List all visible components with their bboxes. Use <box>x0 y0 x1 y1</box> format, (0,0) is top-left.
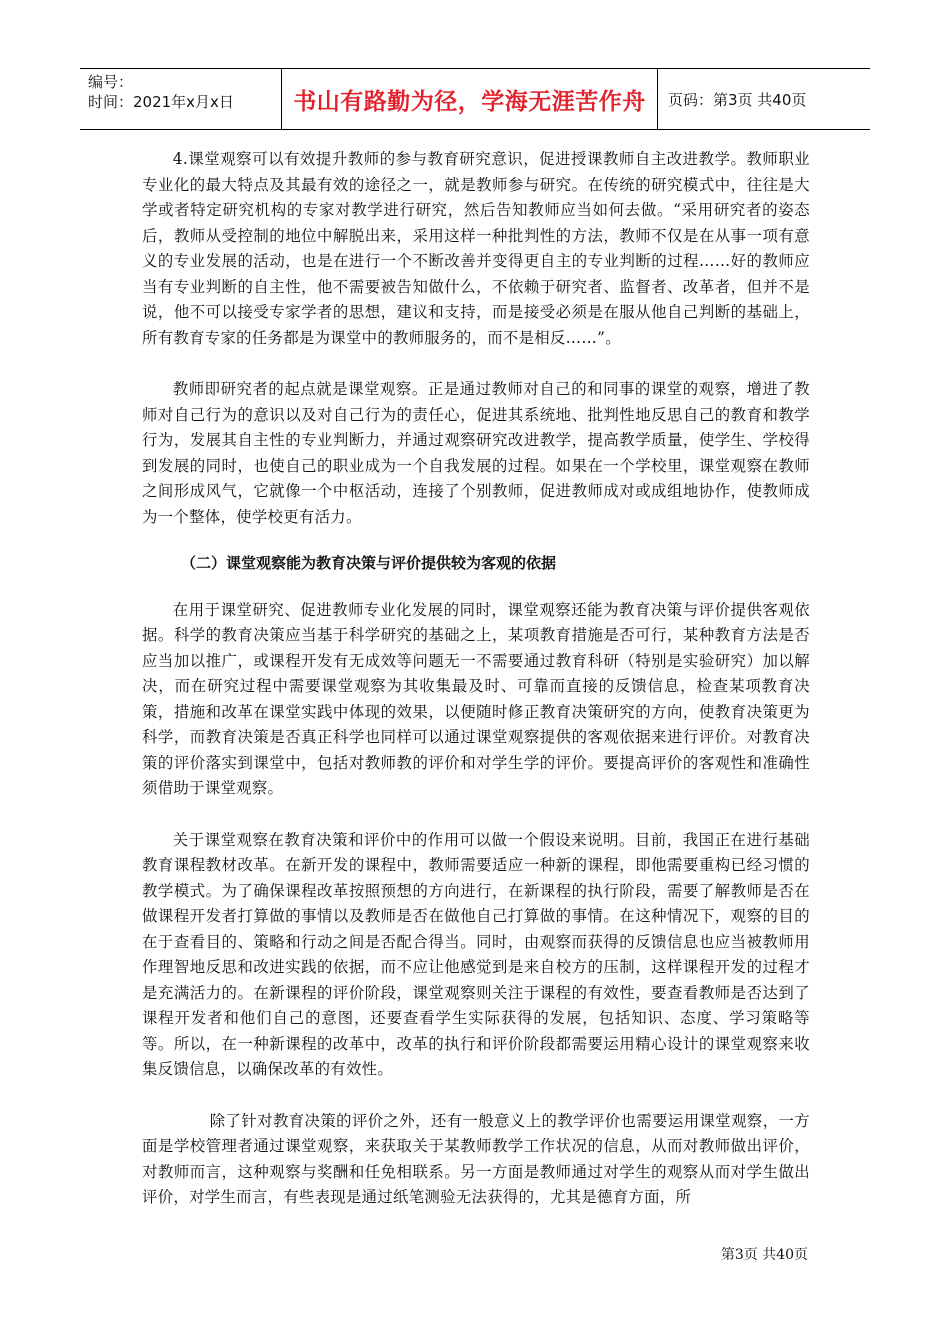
section-heading: （二）课堂观察能为教育决策与评价提供较为客观的依据 <box>181 554 557 572</box>
paragraph-3: 在用于课堂研究、促进教师专业化发展的同时，课堂观察还能为教育决策与评价提供客观依据。科学的教育决策应当基于科学研究的基础之上，某项教育措施是否可行，某种教育方法是否应当加以推广，或课程开发有无成效等问题无一不需要通过教育科研（特别是实验研究）加以解决，而在研究过程中需要课堂观察为其收集最及时、可靠而直接的反馈信息，检查某项教育决策，措施和改革在课堂实践中体现的效果，以便随时修正教育决策研究的方向，使教育决策更为科学，而教育决策是否真正科学也同样可以通过课堂观察提供的客观依据来进行评价。对教育决策的评价落实到课堂中，包括对教师教的评价和对学生学的评价。要提高评价的客观性和准确性须借助于课堂观察。 <box>142 600 810 797</box>
header-motto: 书山有路勤为径，学海无涯苦作舟 <box>282 69 658 129</box>
paragraph-1: 4.课堂观察可以有效提升教师的参与教育研究意识，促进授课教师自主改进教学。教师职业专业化的最大特点及其最有效的途径之一，就是教师参与研究。在传统的研究模式中，往往是大学或者特定研究机构的专家对教学进行研究，然后告知教师应当如何去做。“采用研究者的姿态后，教师从受控制的地位中解脱出来，采用这样一种批判性的方法，教师不仅是在从事一项有意义的专业发展的活动，也是在进行一个不断改善并变得更自主的专业判断的过程……好的教师应当有专业判断的自主性，他不需要被告知做什么，不依赖于研究者、监督者、改革者，但并不是说，他不可以接受专家学者的思想，建议和支持，而是接受必须是在服从他自己判断的基础上，所有教育专家的任务都是为课堂中的教师服务的，而不是相反……”。 <box>142 150 810 347</box>
header-page-info: 页码：第3页 共40页 <box>668 90 807 109</box>
document-body <box>142 147 810 1211</box>
document-time-label: 时间：2021年x月x日 <box>88 93 234 111</box>
paragraph-4: 关于课堂观察在教育决策和评价中的作用可以做一个假设来说明。目前，我国正在进行基础教育课程教材改革。在新开发的课程中，教师需要适应一种新的课程，即他需要重构已经习惯的教学模式。为了确保课程改革按照预想的方向进行，在新课程的执行阶段，需要了解教师是否在做课程开发者打算做的事情以及教师是否在做他自己打算做的事情。在这种情况下，观察的目的在于查看目的、策略和行动之间是否配合得当。同时，由观察而获得的反馈信息也应当被教师用作理智地反思和改进实践的依据，而不应让他感觉到是来自校方的压制，这样课程开发的过程才是充满活力的。在新课程的评价阶段，课堂观察则关注于课程的有效性，要查看教师是否达到了课程开发者和他们自己的意图，还要查看学生实际获得的发展，包括知识、态度、学习策略等等。所以，在一种新课程的改革中，改革的执行和评价阶段都需要运用精心设计的课堂观察来收集反馈信息，以确保改革的有效性。 <box>142 830 810 1078</box>
paragraph-2: 教师即研究者的起点就是课堂观察。正是通过教师对自己的和同事的课堂的观察，增进了教师对自己行为的意识以及对自己行为的责任心，促进其系统地、批判性地反思自己的教育和教学行为，发展其自主性的专业判断力，并通过观察研究改进教学，提高教学质量，使学生、学校得到发展的同时，也使自己的职业成为一个自我发展的过程。如果在一个学校里，课堂观察在教师之间形成风气，它就像一个中枢活动，连接了个别教师，促进教师成对或成组地协作，使教师成为一个整体，使学校更有活力。 <box>142 380 810 526</box>
paragraph-5: 除了针对教育决策的评价之外，还有一般意义上的教学评价也需要运用课堂观察，一方面是学校管理者通过课堂观察，来获取关于某教师教学工作状况的信息，从而对教师做出评价，对教师而言，这种观察与奖酬和任免相联系。另一方面是教师通过对学生的观察从而对学生做出评价，对学生而言，有些表现是通过纸笔测验无法获得的，尤其是德育方面，所 <box>142 1111 810 1206</box>
document-number-label: 编号： <box>88 73 134 91</box>
page-header <box>80 68 870 130</box>
header-meta <box>80 69 282 129</box>
page-footer: 第3页 共40页 <box>720 1247 808 1263</box>
